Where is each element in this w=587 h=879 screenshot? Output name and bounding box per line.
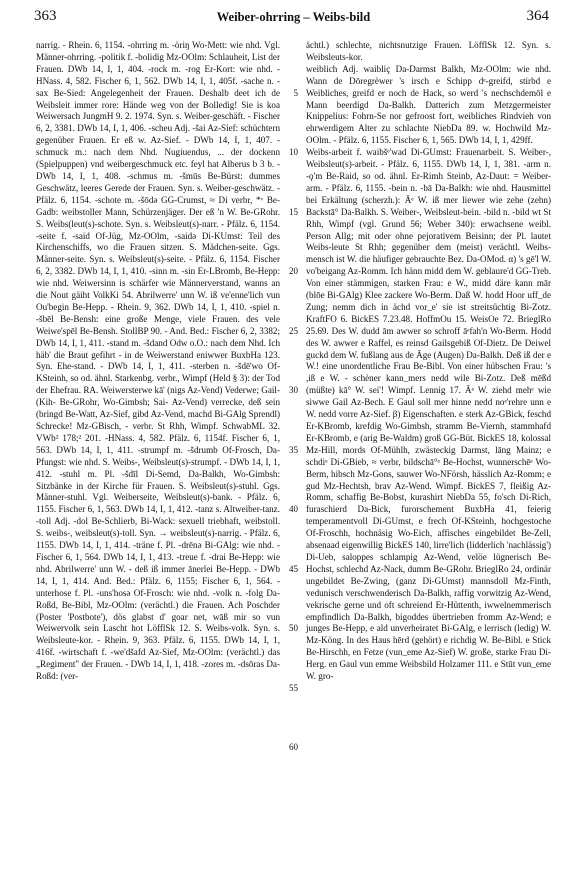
- line-number: 15: [289, 206, 298, 217]
- right-column-text: ächtl.) schlechte, nichtsnutzige Frauen. LöfflSk 12. Syn. s. Weibsleuts-kor. weiblich Adj. waibliç Da-Darmst Balkh, Mz-OOlm: wie nhd. Wann de Dōregrèwer 's irsch e Schipp dᵉ-greifd, stirbd e Weibliches, greifd er noch de Hack, so werd 's nechschdemōl e Mann beerdigd Da-Balkh. Datterich zum Metzgermeister Knippelius: Fohrn-Se nor gefroost fort, weibliches Rindvieh von ehrwerdigem Alter zu schlachte NiebDa 89. w. Hochwild Mz-OOlm. - Pfälz. 6, 1155. Fischer 6, 1, 565. DWb 14, I, 1, 429ff. Weibs-arbeit f. waibšᵉ'wad Di-GUmst: Frauenarbeit. S. Weiber-, Weibsleut(s)-arbeit. - Pfälz. 6, 1155. DWb 14, I, 1, 381. -arm n. -ǫ'm Be-Raid, so od. ähnl. Er-Rimh Steinb, Az-Daut: = Weiber-arm. - Pfälz. 6, 1155. -bein n. -bā Da-Balkh: wie nhd. Hausmittel bei Erkältung (scherzh.): Āᵉ W. iß mer liewer wie zehe (zehn) Backstā° Da-Balkh. S. Weiber-, Weibsleut-bein. -bild n. -bild wt St Rhh, Wimpf (vgl. Grund 56; Weber 340): erwachsene weibl. Person Allg; mit oder ohne pejorativem Beisinn; der Pl. lautet Weibs-leute St Rhh; gegenüber dem (meist) verächtl. Weibs-mensch ist W. die häufiger gebrauchte Bez. Da-OMod. α) 's gē'l W. vo'beigang Az-Romm. Ich hänn midd dem W. geblaure'd GG-Treb. Von einer stämmigen, starken Frau: e W., midd däre kann mār (blōe Bi-GAlg) Klee zackere Wo-Berm. Daß W. hodd Hoor uff_de Zung; nemm dich in ächd vor_e' sie ist streitsüchtig Bi-Zotz. KraftFO 6. BickES 7.23.48. HoffmOu 15. WeisOe 72. BrieglRo 25.69. Des W. dudd ām awwer so schroff āᵉfah'n Wo-Berm. Hodd des W. awwer e Raffel, es reinsd Gailsgebiß Of-Dietz. De Deiwel guckd dem W. fußlang aus de Āge (Augen) Da-Balkh. Deß iß der e W.! eine unordentliche Frau Be-Bibl. Von einer hübschen Frau: 's ,iß e W. - schèner kann_mers nedd wile Bi-Zotz. Deß mēßd (müßte) kā° W. sei'! Wimpf. Lennig 17. Āᵉ W. ziehd mehᵉ wie siwwe Gail Az-Bech. E Gaul soll mer hinne nedd noᵉ'rehre unn e W. nedd vorre Az-Sief. β) Eigenschaften. e sterk Az-GBick, feschd Er-KBromb, krefdig Wo-Gimbsh, stramm Be-Viernh, stammhafd Er-KBromb, e (arig Be-Waldm) groß GG-Büt. BickES 18, kolossal Mz-Hill, mords Of-Mühlh, zwästeckig Darmst, lāng Mainz; e schdiᵉ Di-GBieb, ≈ verbr, bildschā°ᵉ Be-Hochst, wunnerschēᵉ Wo-Berm, hibsch Mz-Gons, sauwer Wo-NFörsh, hässlich Az-Romm; e gud Mz-Hechtsh, brav Az-Wend. Wimpf. BickES 7, fleißig Az-Romm, schaffig Be-Bobst, kurashirt NiebDa 55, fo'sch Di-Rich, furaschierd Da-Bick, furorschement BuxbHa 41, feierig temperamentvoll Di-GUmst, e frech Of-KSteinh, hochgestoche Of-Froschh, hochnäsig Wo-Eich, affisches eingebildet Be-Zell, absenaad eigenwillig BickES 140, lirre'lich (lidderlich 'nachlässig') Di-Ueb, saloppes schlampig Az-Wend, velöe lügnerisch Be-Hochst, schlechd Az-Nack, dumm Be-GRohr. BrieglRo 24, ordinär ungebildet Be-Zwing, (ganz Di-GUmst) mannsdoll Mz-Finth, vedunisch verschwenderisch Da-Balkh, raffig vorwitzig Az-Wend, vekrische gerne und oft schreiend Er-Hüttenth, iwwelnemmerisch empfindlich Da-Balkh, bigoddes übertrieben fromm Az-Wend; e junges Be-Hepp, e ald unverheiratet Bi-GAlg, e lerrisch (ledig) W. Mz-Köng. In des Haus hērd (gehört) e richdig W. Be-Bibl. e Stick Be-Hirschh, en Fetze (vun_eme Az-Sief) W. große, starke Frau Di-Herg. en Gaul vun emme Weibsbild Holzamer 111. e Stūt vun_eme W. gro-: [306, 40, 551, 682]
- page-number-left: 363: [34, 8, 57, 24]
- left-column-text: narrig. - Rhein. 6, 1154. -ohrring m. -òriŋ Wo-Mett: wie nhd. Vgl. Männer-ohrring. -politik f. -bolidig Mz-OOlm: Schlauheit, List der Frauen. DWb 14, I, 1, 404. -rock m. -rog Er-Kort: wie nhd. -HNass. 4, 582. Fischer 6, 1, 562. DWb 14, I, 1, 405f. -sache n. -sax Be-Sied: Angelegenheit der Frauen. Deshalb deet ich de Weibsleit immer rore: Hände weg von der Bolledig! Sie is koa Weiwersach JungmH 9. 2. 1974. Syn. s. Weiber-geschäft. - Fischer 6, 2, 3381. DWb 14, I, 1, 406. -scheu Adj. -šai Az-Sief: schüchtern gegenüber Frauen. Er eß w. Az-Sief. - DWb 14, I, 1, 407. -schmuck m.: nach dem Nhd. Nugiuendus, ... der dockenn (Spielpuppen) vnd weibergeschmuck etc. feyl hat Alberus b 3 b. - DWb 14, I, 1, 408. -schmus m. -šmūs Be-Bürst: dummes Geschwätz, leeres Gerede der Frauen. Syn. s. Weiber-geschwätz. - Pfälz. 6, 1154. -schote m. -šōdə GG-Crumst, ≈ Di verbr, *ᵛ Be-Gadb: weibstoller Mann, Schürzenjäger. Der eß 'n W. Be-GRohr. S. Weibs(leut(s)-schote. Syn. s. Weibsleut(s)-narr. - Pfälz. 6, 1154. -seite f. -said Of-Jüg, Mz-OOlm, -saidə Di-KUmst: Teil des Kirchenschiffs, wo die Frauen sitzen. S. Mädchen-seite. Ggs. Männer-seite. Syn. s. Weibsleut(s)-seite. - Pfälz. 6, 1154. Fischer 6, 2, 3382. DWb 14, I, 1, 410. -sinn m. -sin Er-LBromb, Be-Hepp: wie nhd. Weiwersinn is schärfer wie Männerverstand, wanns an die Nout gäiht VolkKi 54. Abrilwerre' unn W. iß ve'enne'lich vun Ou'begin Be-Hepp. - Rhein. 9, 362. DWb 14, I, 1, 410. -spiel n. -šbēl Be-Bensh: eine große Menge, viele Frauen. des vele Weiwe'spēl Be-Bensh. StollBP 90. - And. Bed.: Fischer 6, 2, 3382; DWb 14, I, 1, 411. -stand m. -šdand Odw o.O.: nach dem Nhd. Ich häb' die Braut gefihrt - in de Weiwerstand eniwwer BuxbHa 123. Syn. Ehe-stand. - DWb 14, I, 1, 411. -sterben n. -šdē'wo Of-KSteinh, so od. ähnl. Starkenbg. verbr., Wimpf (Held § 3): der Tod der Ehefrau. RA. Weiwersterwe kā' (nigs Az-Vend) Vederwe; Gail- (Kih- Be-GRohr, Wo-Gimbsh; Sai- Az-Vend) verrecke, deß sein (bringd Be-Watt, Az-Sief, gibd Az-Vend, machd Bi-GAlg Sprendl) Schrecke! Mz-GBisch, - verbr. St Rhh, Wimpf. SchwabML 32. VWb² 178;² 201. -HNass. 4, 582. Pfälz. 6, 1154f. Fischer 6, 1, 563. DWb 14, I, 1, 411. -strumpf m. -šdrumb Of-Frosch, Da-Pfungst: wie nhd. S. Weibs-, Weibsleut(s)-strumpf. - DWb 14, I, 1, 412. -stuhl m. Pl. -šdīl Di-Semd, Da-Balkh, Wo-Gimbsh: Sitzbänke in der Kirche für Frauen. S. Weibsleut(s)-stuhl. Ggs. Männer-stuhl. Vgl. Weiberseite, Weibsleut(s)-bank. - Pfälz. 6, 1155. Fischer 6, 1, 563. DWb 14, I, 1, 412. -tanz s. Altweiber-tanz. -toll Adj. -dol Be-Schlierb, Bi-Wack: sexuell triebhaft, weibstoll. S. weibs-, weibsleut(s)-toll. Syn. → weibsleut(s)-narrig. - Pfälz. 6, 1155. DWb 14, I, 1, 414. -träne f. Pl. -drēnə Bi-GAlg: wie nhd. - Fischer 6, 1, 564. DWb 14, I, 1, 413. -treue f. -drai Be-Hepp: wie nhd. Abrilwerre' unn W. - deß iß immer ānerlei Be-Hepp. - DWb 14, I, 1, 414. And. Bed.: Pfälz. 6, 1155; Fischer 6, 1, 564. -unterhose f. Pl. -uns'hosə Of-Frosch: wie nhd. -volk n. -folg Da-Roßd, Be-Bibl, Mz-OOlm: (verächtl.) die Frauen. Ach Poschder (Poster 'Postbote'), dös glabst d' goar net, wāß mir so vun Weiwervolk sein Lascht hot LöfflSk 12. S. Weibs-volk. Syn. s. Weibsleute-kor. - Rhein. 9, 363. Pfälz. 6, 1155. DWb 14, I, 1, 416f. -wirtschaft f. -we'dšafd Az-Sief, Mz-OOlm: (verächtl.) das „Regiment" der Frauen. - DWb 14, I, 1, 418. -zores m. -dsōras Da-Roßd: (ver-: [36, 40, 280, 682]
- page-number-right: 364: [526, 8, 549, 24]
- page-header: [0, 6, 587, 28]
- line-number: 25: [289, 325, 298, 336]
- line-number: 10: [289, 147, 298, 158]
- line-number: 5: [293, 87, 298, 98]
- line-number: 40: [289, 504, 298, 515]
- line-number: 55: [289, 682, 298, 693]
- line-number: 45: [289, 563, 298, 574]
- running-head: Weiber-ohrring – Weibs-bild: [216, 10, 371, 24]
- line-number: 50: [289, 623, 298, 634]
- line-number: 20: [289, 266, 298, 277]
- line-number: 30: [289, 385, 298, 396]
- line-number: 60: [289, 742, 298, 753]
- line-number: 35: [289, 444, 298, 455]
